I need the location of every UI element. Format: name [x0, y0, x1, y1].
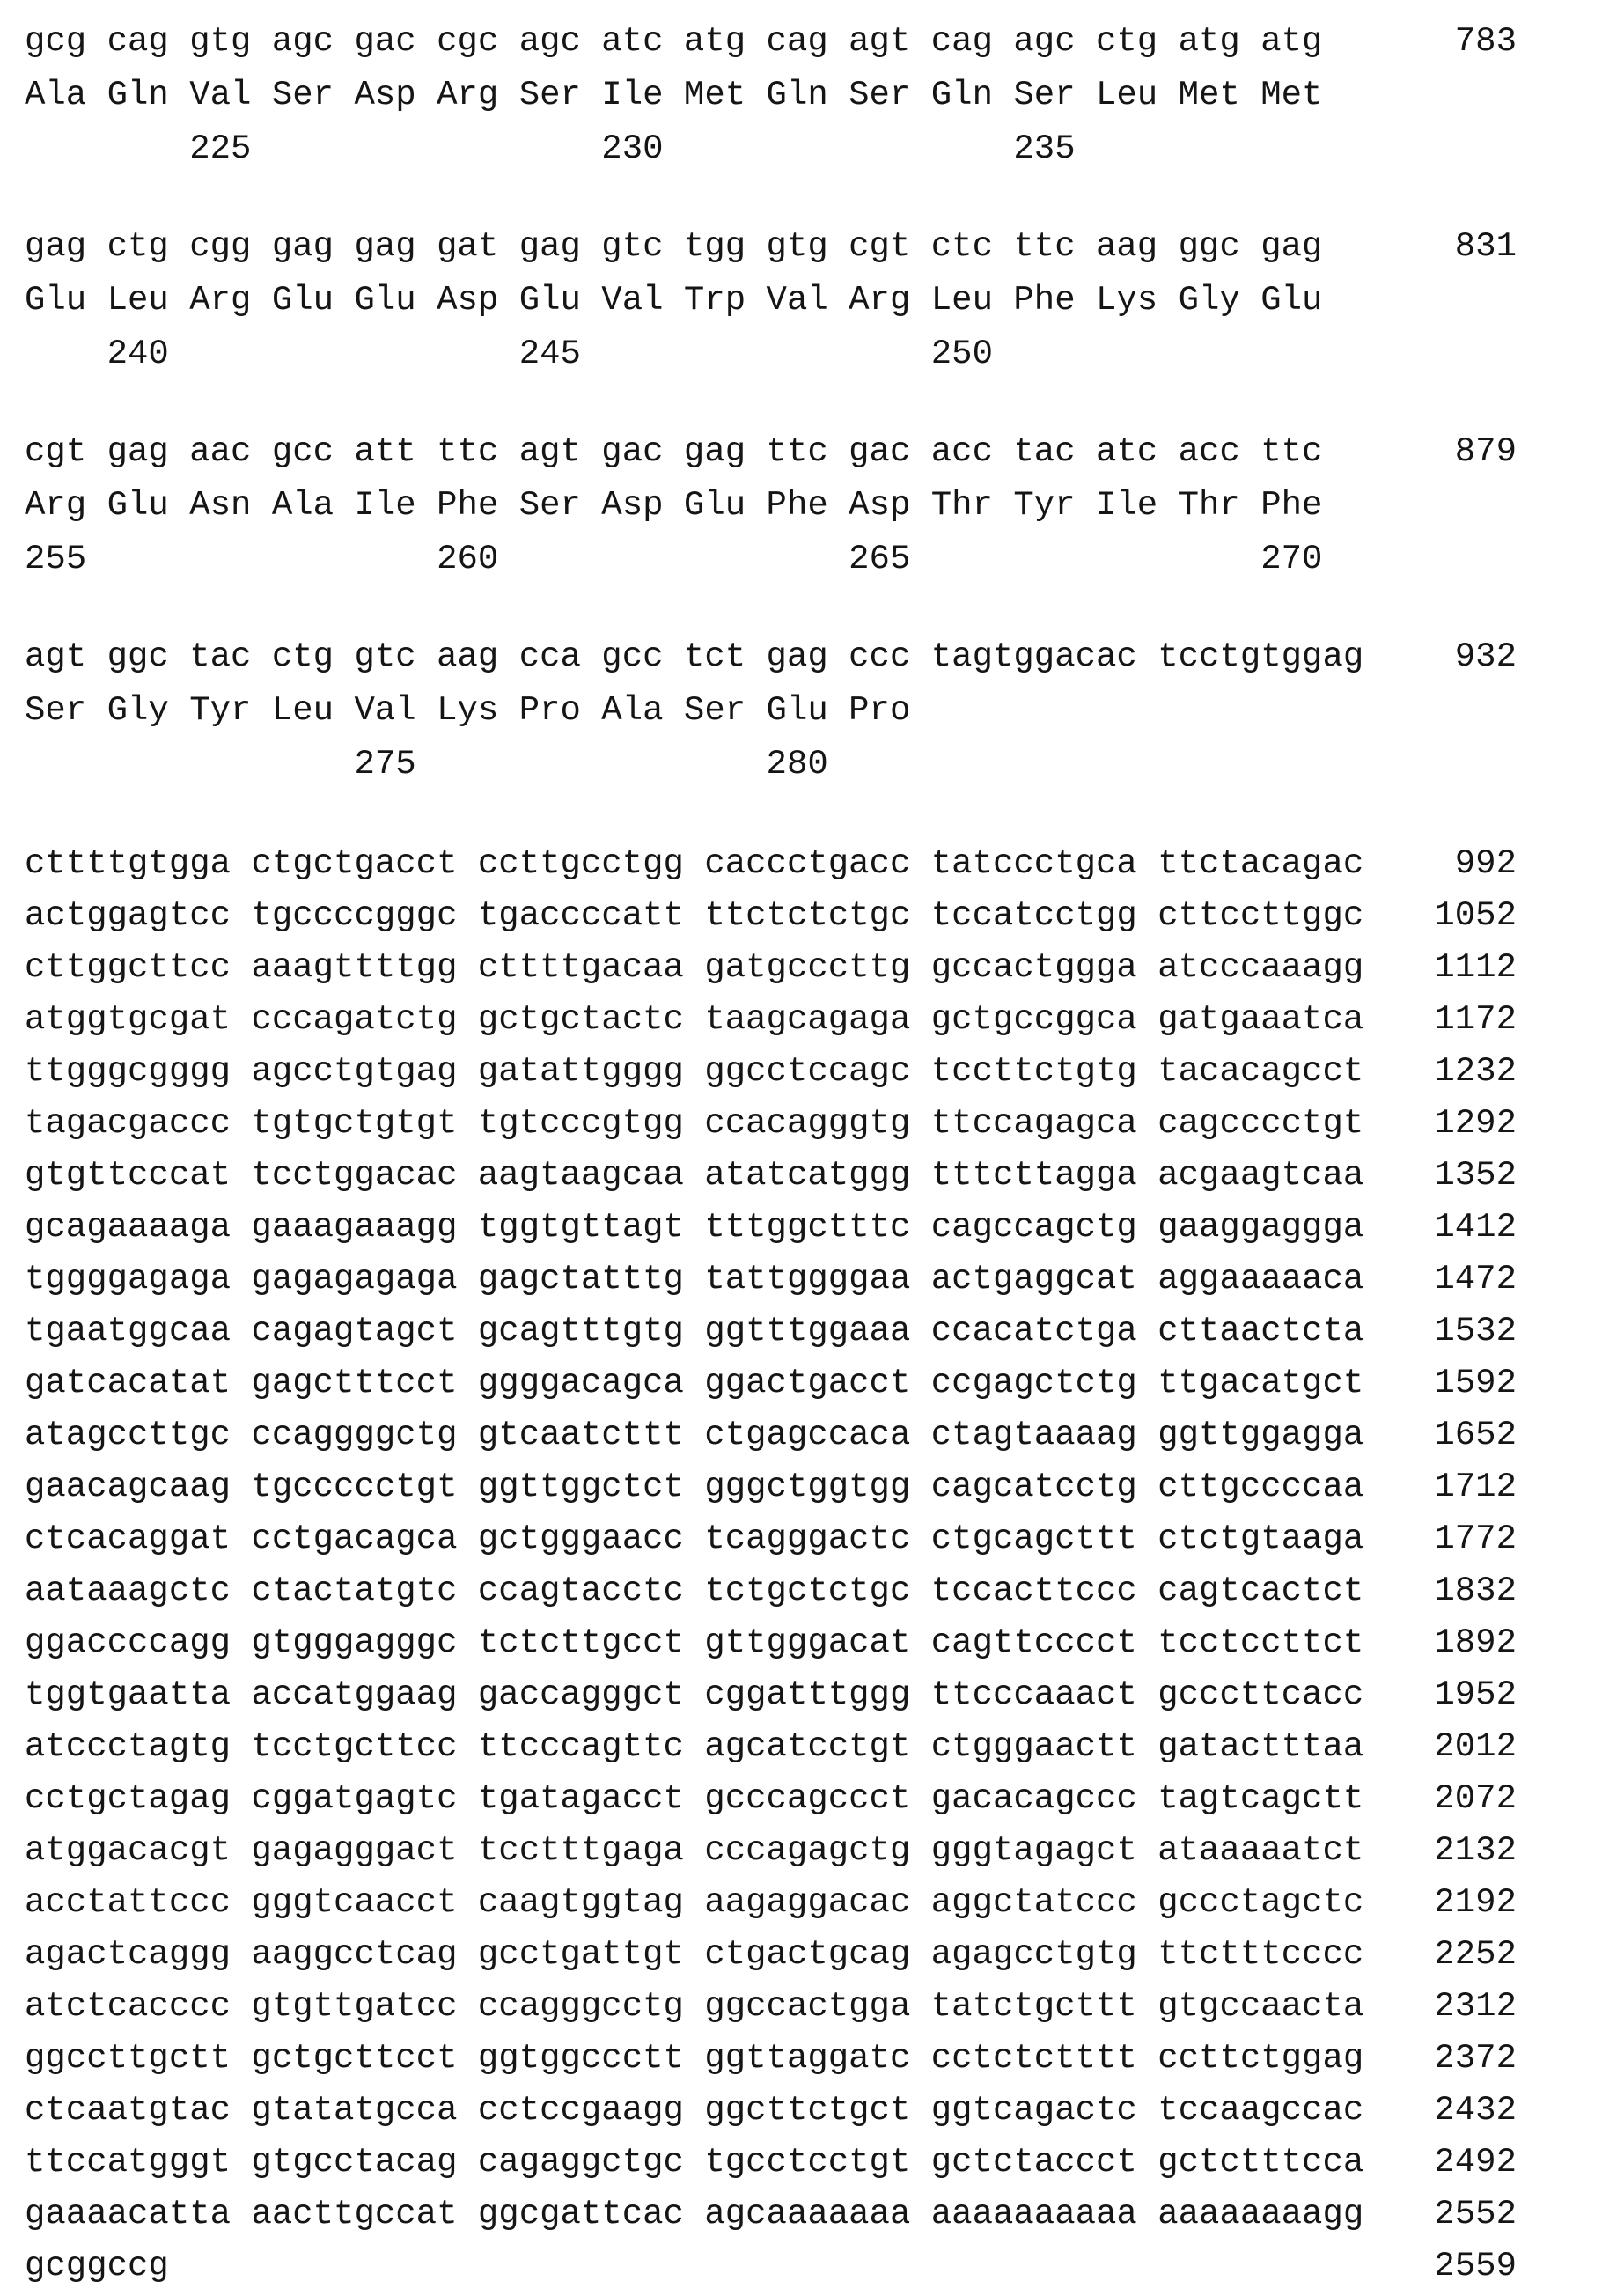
nucleotide-position-number: 1832 — [1434, 1571, 1517, 1610]
nucleotide-position-number: 2372 — [1434, 2039, 1517, 2078]
amino-acid-line: Glu Leu Arg Glu Glu Asp Glu Val Trp Val Arg Leu Phe Lys Gly Glu — [25, 281, 1323, 320]
nucleotide-groups: aataaagctc ctactatgtc ccagtacctc tctgctctgc tccacttccc cagtcactct — [25, 1571, 1364, 1610]
codon-translation-section — [25, 15, 1517, 791]
nucleotide-sequence-line — [25, 2137, 1517, 2189]
nucleotide-position-number: 2252 — [1434, 1935, 1517, 1974]
nucleotide-sequence-line — [25, 890, 1517, 942]
amino-acid-line: Arg Glu Asn Ala Ile Phe Ser Asp Glu Phe Asp Thr Tyr Ile Thr Phe — [25, 486, 1323, 525]
nucleotide-position-number: 1052 — [1434, 896, 1517, 935]
nucleotide-position-number: 2492 — [1434, 2143, 1517, 2182]
codon-translation-block — [25, 220, 1517, 381]
nucleotide-sequence-line — [25, 1098, 1517, 1150]
nucleotide-position-number: 1112 — [1434, 948, 1517, 987]
nucleotide-groups: cttggcttcc aaagttttgg cttttgacaa gatgcccttg gccactggga atcccaaagg — [25, 948, 1364, 987]
nucleotide-sequence-line — [25, 2085, 1517, 2137]
nucleotide-groups: ggaccccagg gtgggagggc tctcttgcct gttgggacat cagttcccct tcctccttct — [25, 1623, 1364, 1662]
nucleotide-groups: atctcacccc gtgttgatcc ccagggcctg ggccactgga tatctgcttt gtgccaacta — [25, 1987, 1364, 2026]
nucleotide-groups: tagacgaccc tgtgctgtgt tgtcccgtgg ccacagggtg ttccagagca cagcccctgt — [25, 1104, 1364, 1143]
nucleotide-groups: atggacacgt gagagggact tcctttgaga cccagagctg gggtagagct ataaaaatct — [25, 1831, 1364, 1870]
codon-row — [25, 220, 1517, 274]
nucleotide-groups: atagccttgc ccaggggctg gtcaatcttt ctgagccaca ctagtaaaag ggttggagga — [25, 1416, 1364, 1454]
nucleotide-groups: gaaaacatta aacttgccat ggcgattcac agcaaaaaaa aaaaaaaaaa aaaaaaaagg — [25, 2195, 1364, 2233]
nucleotide-position-number: 2012 — [1434, 1727, 1517, 1766]
nucleotide-position-number: 1292 — [1434, 1104, 1517, 1143]
residue-number-line: 225 230 235 — [25, 129, 1076, 168]
codon-translation-block — [25, 15, 1517, 176]
nucleotide-sequence-line — [25, 1617, 1517, 1669]
nucleotide-sequence-line — [25, 1669, 1517, 1721]
nucleotide-sequence-line — [25, 1721, 1517, 1773]
nucleotide-groups: gatcacatat gagctttcct ggggacagca ggactgacct ccgagctctg ttgacatgct — [25, 1364, 1364, 1402]
codon-translation-block — [25, 425, 1517, 586]
nucleotide-groups: cctgctagag cggatgagtc tgatagacct gcccagccct gacacagccc tagtcagctt — [25, 1779, 1364, 1818]
nucleotide-sequence-line — [25, 2241, 1517, 2292]
nucleotide-position-number: 831 — [1454, 227, 1517, 266]
nucleotide-sequence-line — [25, 1825, 1517, 1877]
nucleotide-position-number: 1472 — [1434, 1260, 1517, 1299]
nucleotide-sequence-line — [25, 1929, 1517, 1981]
nucleotide-position-number: 1652 — [1434, 1416, 1517, 1454]
nucleotide-sequence-line — [25, 1046, 1517, 1098]
amino-acid-row — [25, 684, 1517, 738]
codon-translation-block — [25, 630, 1517, 791]
nucleotide-position-number: 1412 — [1434, 1208, 1517, 1247]
nucleotide-position-number: 1172 — [1434, 1000, 1517, 1039]
nucleotide-position-number: 2132 — [1434, 1831, 1517, 1870]
nucleotide-groups: tggggagaga gagagagaga gagctatttg tattggggaa actgaggcat aggaaaaaca — [25, 1260, 1364, 1299]
amino-acid-row — [25, 274, 1517, 327]
codon-line: gcg cag gtg agc gac cgc agc atc atg cag agt cag agc ctg atg atg — [25, 22, 1323, 61]
nucleotide-position-number: 1352 — [1434, 1156, 1517, 1195]
nucleotide-sequence-line — [25, 2033, 1517, 2085]
amino-acid-row — [25, 479, 1517, 533]
nucleotide-position-number: 1532 — [1434, 1312, 1517, 1350]
nucleotide-sequence-line — [25, 1358, 1517, 1409]
nucleotide-position-number: 879 — [1454, 432, 1517, 471]
nucleotide-groups: ctcacaggat cctgacagca gctgggaacc tcagggactc ctgcagcttt ctctgtaaga — [25, 1520, 1364, 1558]
nucleotide-position-number: 1952 — [1434, 1675, 1517, 1714]
nucleotide-position-number: 1592 — [1434, 1364, 1517, 1402]
nucleotide-groups: cttttgtgga ctgctgacct ccttgcctgg caccctgacc tatccctgca ttctacagac — [25, 844, 1364, 883]
nucleotide-groups: ggccttgctt gctgcttcct ggtggccctt ggttaggatc cctctctttt ccttctggag — [25, 2039, 1364, 2078]
nucleotide-groups: ttgggcgggg agcctgtgag gatattgggg ggcctccagc tccttctgtg tacacagcct — [25, 1052, 1364, 1091]
amino-acid-line: Ala Gln Val Ser Asp Arg Ser Ile Met Gln Ser Gln Ser Leu Met Met — [25, 76, 1323, 114]
nucleotide-position-number: 2432 — [1434, 2091, 1517, 2130]
nucleotide-sequence-line — [25, 1565, 1517, 1617]
nucleotide-groups: gtgttcccat tcctggacac aagtaagcaa atatcatggg tttcttagga acgaagtcaa — [25, 1156, 1364, 1195]
nucleotide-groups: gaacagcaag tgccccctgt ggttggctct gggctggtgg cagcatcctg cttgccccaa — [25, 1468, 1364, 1506]
residue-number-line: 240 245 250 — [25, 335, 993, 373]
amino-acid-line: Ser Gly Tyr Leu Val Lys Pro Ala Ser Glu Pro — [25, 691, 911, 730]
nucleotide-position-number: 2072 — [1434, 1779, 1517, 1818]
residue-number-line: 275 280 — [25, 745, 828, 784]
residue-number-row — [25, 327, 1517, 381]
residue-number-row — [25, 122, 1517, 176]
nucleotide-sequence-line — [25, 1877, 1517, 1929]
nucleotide-groups: agactcaggg aaggcctcag gcctgattgt ctgactgcag agagcctgtg ttctttcccc — [25, 1935, 1364, 1974]
nucleotide-groups: gcggccg — [25, 2247, 169, 2285]
nucleotide-groups: atggtgcgat cccagatctg gctgctactc taagcagaga gctgccggca gatgaaatca — [25, 1000, 1364, 1039]
nucleotide-position-number: 1892 — [1434, 1623, 1517, 1662]
nucleotide-groups: ctcaatgtac gtatatgcca cctccgaagg ggcttctgct ggtcagactc tccaagccac — [25, 2091, 1364, 2130]
nucleotide-groups: tgaatggcaa cagagtagct gcagtttgtg ggtttggaaa ccacatctga cttaactcta — [25, 1312, 1364, 1350]
codon-row — [25, 425, 1517, 479]
nucleotide-groups: actggagtcc tgccccgggc tgaccccatt ttctctctgc tccatcctgg cttccttggc — [25, 896, 1364, 935]
nucleotide-position-number: 1772 — [1434, 1520, 1517, 1558]
nucleotide-groups: ttccatgggt gtgcctacag cagaggctgc tgcctcctgt gctctaccct gctctttcca — [25, 2143, 1364, 2182]
nucleotide-position-number: 2552 — [1434, 2195, 1517, 2233]
codon-line: agt ggc tac ctg gtc aag cca gcc tct gag ccc tagtggacac tcctgtggag — [25, 637, 1364, 676]
nucleotide-sequence-line — [25, 1150, 1517, 1202]
nucleotide-sequence-line — [25, 1981, 1517, 2033]
nucleotide-sequence-line — [25, 1409, 1517, 1461]
nucleotide-sequence-line — [25, 1254, 1517, 1306]
codon-row — [25, 15, 1517, 69]
nucleotide-position-number: 932 — [1454, 637, 1517, 676]
nucleotide-groups: gcagaaaaga gaaagaaagg tggtgttagt tttggctttc cagccagctg gaaggaggga — [25, 1208, 1364, 1247]
nucleotide-sequence-line — [25, 1513, 1517, 1565]
nucleotide-position-number: 2559 — [1434, 2247, 1517, 2285]
nucleotide-position-number: 1712 — [1434, 1468, 1517, 1506]
nucleotide-sequence-line — [25, 1306, 1517, 1358]
nucleotide-sequence-line — [25, 2189, 1517, 2241]
nucleotide-sequence-line — [25, 1202, 1517, 1254]
codon-line: gag ctg cgg gag gag gat gag gtc tgg gtg cgt ctc ttc aag ggc gag — [25, 227, 1323, 266]
codon-row — [25, 630, 1517, 684]
residue-number-row — [25, 738, 1517, 791]
residue-number-row — [25, 533, 1517, 586]
nucleotide-position-number: 2312 — [1434, 1987, 1517, 2026]
nucleotide-position-number: 992 — [1454, 844, 1517, 883]
nucleotide-groups: atccctagtg tcctgcttcc ttcccagttc agcatcctgt ctgggaactt gatactttaa — [25, 1727, 1364, 1766]
nucleotide-position-number: 2192 — [1434, 1883, 1517, 1922]
nucleotide-sequence-line — [25, 994, 1517, 1046]
nucleotide-sequence-line — [25, 1773, 1517, 1825]
nucleotide-sequence-section — [25, 835, 1517, 2292]
nucleotide-groups: tggtgaatta accatggaag gaccagggct cggatttggg ttcccaaact gcccttcacc — [25, 1675, 1364, 1714]
codon-line: cgt gag aac gcc att ttc agt gac gag ttc gac acc tac atc acc ttc — [25, 432, 1323, 471]
nucleotide-sequence-line — [25, 1461, 1517, 1513]
residue-number-line: 255 260 265 270 — [25, 540, 1323, 578]
nucleotide-position-number: 783 — [1454, 22, 1517, 61]
nucleotide-groups: acctattccc gggtcaacct caagtggtag aagaggacac aggctatccc gccctagctc — [25, 1883, 1364, 1922]
nucleotide-position-number: 1232 — [1434, 1052, 1517, 1091]
amino-acid-row — [25, 69, 1517, 122]
nucleotide-sequence-line — [25, 838, 1517, 890]
nucleotide-sequence-line — [25, 942, 1517, 994]
